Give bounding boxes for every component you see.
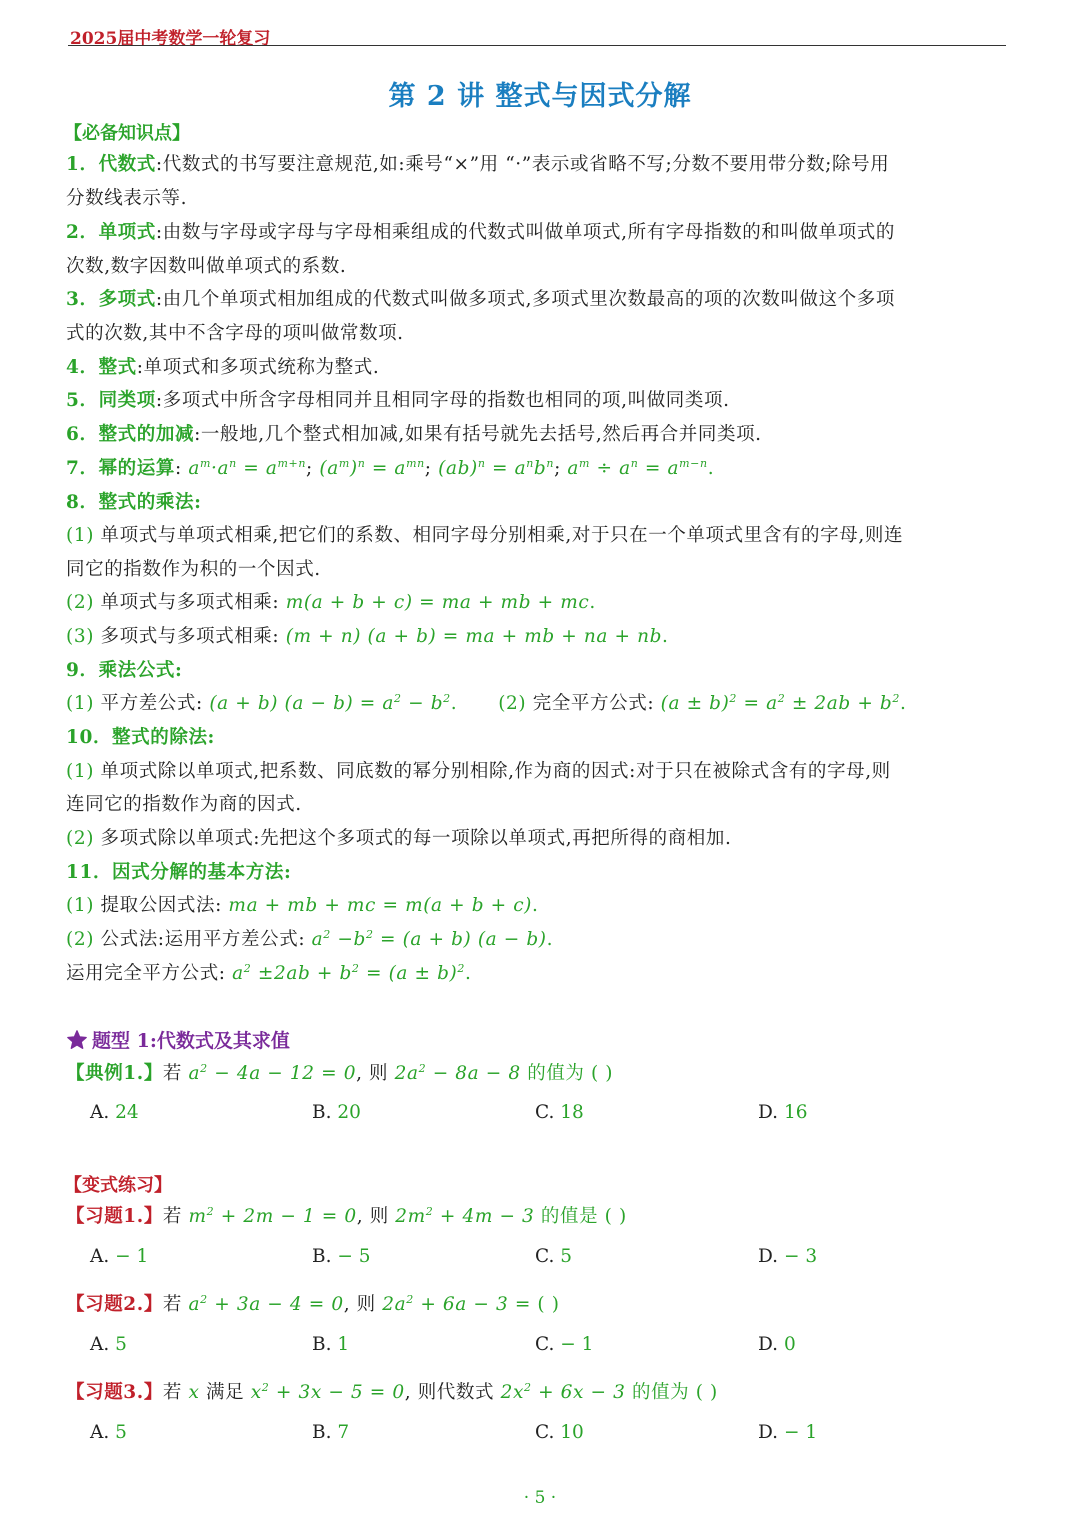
expression: $2x^2 + 6x - 3$	[500, 1381, 626, 1403]
example-option-b[interactable]: B. 20	[312, 1102, 361, 1123]
knowledge-item-1-cont: 分数线表示等.	[66, 188, 188, 209]
item-term: 整式	[98, 357, 137, 378]
problem-2-option-c[interactable]: C. − 1	[535, 1334, 594, 1355]
knowledge-item-9	[66, 658, 1016, 684]
power-rule-product-power: $(ab)^n = a^nb^n$	[438, 457, 555, 479]
item-number: 9．	[66, 660, 99, 681]
problem-1-option-d[interactable]: D. − 3	[758, 1246, 818, 1267]
example-option-d[interactable]: D. 16	[758, 1102, 808, 1123]
item-number: 11．	[66, 862, 113, 883]
example-label: 【典例1.】	[66, 1063, 163, 1084]
formula-points: (1) 平方差公式: (a + b) $(a - b) = a^2 - b^2$. (2) 完全平方公式: $(a \pm b)^2 = a^2 \pm 2ab + b^2$.	[66, 692, 907, 714]
practice-problem-3: 【习题3.】若 x 满足 $x^2 + 3x - 5 = 0$, 则代数式 $2x^2 + 6x - 3$ 的值为 ( )	[66, 1381, 718, 1403]
item-number: 1．	[66, 154, 99, 175]
item-number: 2．	[66, 222, 99, 243]
header-rule	[68, 45, 1006, 46]
division-point-1: (1) 单项式除以单项式,把系数、同底数的幂分别相除,作为商的因式:对于只在被除式含有的字母,则	[66, 761, 891, 782]
knowledge-item-5	[66, 388, 1016, 414]
example-option-c[interactable]: C. 18	[535, 1102, 584, 1123]
item-term: 整式的乘法:	[98, 492, 202, 513]
knowledge-item-3	[66, 287, 1016, 313]
power-rule-power: $(a^m)^n = a^{mn}$	[319, 457, 425, 479]
problem-1-option-a[interactable]: A. − 1	[90, 1246, 149, 1267]
division-point-1-cont: 连同它的指数作为商的因式.	[66, 794, 302, 815]
item-number: 8．	[66, 492, 99, 513]
lecture-title: 第 2 讲 整式与因式分解	[388, 81, 692, 112]
item-number: 6．	[66, 424, 99, 445]
problem-3-option-b[interactable]: B. 7	[312, 1422, 350, 1443]
item-text: :一般地,几个整式相加减,如果有括号就先去括号,然后再合并同类项.	[194, 424, 762, 445]
item-term: 因式分解的基本方法:	[112, 862, 292, 883]
item-text: :由数与字母或字母与字母相乘组成的代数式叫做单项式,所有字母指数的和叫做单项式的	[155, 222, 896, 243]
formula: $a^2 -b^2 = (a + b) (a - b)$	[311, 928, 547, 950]
knowledge-item-7: 7．幂的运算: $a^m\cdot a^n = a^{m+n}$; $(a^m)^n = a^{mn}$; $(ab)^n = a^nb^n$; $a^m \div a^n = a^{m-n}$.	[66, 457, 715, 479]
division-point-2: (2) 多项式除以单项式:先把这个多项式的每一项除以单项式,再把所得的商相加.	[66, 828, 732, 849]
factor-point-2: (2) 公式法:运用平方差公式: $a^2 -b^2 = (a + b) (a - b)$.	[66, 928, 554, 950]
mult-point-2: (2) 单项式与多项式相乘: m(a + b + c) = ma + mb + mc.	[66, 592, 596, 613]
item-text: :由几个单项式相加组成的代数式叫做多项式,多项式里次数最高的项的次数叫做这个多项	[155, 289, 896, 310]
problem-3-option-d[interactable]: D. − 1	[758, 1422, 818, 1443]
factor-point-1: (1) 提取公因式法: ma + mb + mc = m(a + b + c).	[66, 895, 539, 916]
power-rule-quotient: $a^m \div a^n = a^{m-n}$	[567, 457, 708, 479]
mult-point-1: (1) 单项式与单项式相乘,把它们的系数、相同字母分别相乘,对于只在一个单项式里含有的字母,则连	[66, 525, 904, 546]
knowledge-item-4	[66, 355, 1016, 381]
problem-2-option-a[interactable]: A. 5	[90, 1334, 127, 1355]
problem-label: 【习题2.】	[66, 1294, 163, 1315]
item-number: 10．	[66, 727, 113, 748]
condition: $a^2 + 3a - 4 = 0$	[188, 1293, 344, 1315]
knowledge-item-10	[66, 725, 1016, 751]
page-number: · 5 ·	[523, 1488, 557, 1508]
knowledge-item-1	[66, 152, 1016, 178]
item-term: 多项式	[98, 289, 156, 310]
knowledge-item-8	[66, 490, 1016, 516]
problem-2-option-d[interactable]: D. 0	[758, 1334, 796, 1355]
expression: $2m^2 + 4m - 3$	[395, 1205, 535, 1227]
practice-problem-2: 【习题2.】若 $a^2 + 3a - 4 = 0$, 则 $2a^2 + 6a - 3$ = ( )	[66, 1293, 560, 1315]
problem-2-option-b[interactable]: B. 1	[312, 1334, 350, 1355]
item-term: 单项式	[98, 222, 156, 243]
item-text: :代数式的书写要注意规范,如:乘号“×”用 “·”表示或省略不写;分数不要用带分数;除号用	[155, 154, 890, 175]
formula: $a^2 \pm 2ab + b^2 = (a \pm b)^2$	[232, 962, 465, 984]
item-term: 同类项	[98, 390, 156, 411]
item-term: 幂的运算	[98, 458, 175, 479]
problem-label: 【习题1.】	[66, 1206, 163, 1227]
item-term: 代数式	[98, 154, 156, 175]
item-number: 5．	[66, 390, 99, 411]
item-term: 乘法公式:	[98, 660, 183, 681]
practice-problem-1: 【习题1.】若 $m^2 + 2m - 1 = 0$, 则 $2m^2 + 4m - 3$ 的值是 ( )	[66, 1205, 627, 1227]
item-term: 整式的除法:	[112, 727, 215, 748]
formula: m(a + b + c) = ma + mb + mc	[285, 592, 590, 613]
problem-1-option-c[interactable]: C. 5	[535, 1246, 573, 1267]
item-number: 3．	[66, 289, 99, 310]
item-text: :单项式和多项式统称为整式.	[136, 357, 380, 378]
mult-point-1-cont: 同它的指数作为积的一个因式.	[66, 559, 321, 580]
running-header: 2025届中考数学一轮复习	[70, 29, 271, 49]
problem-label: 【习题3.】	[66, 1382, 163, 1403]
condition: $a^2 - 4a - 12 = 0$	[188, 1062, 357, 1084]
knowledge-item-6	[66, 422, 1016, 448]
knowledge-item-3-cont: 式的次数,其中不含字母的项叫做常数项.	[66, 323, 404, 344]
knowledge-section-label: 【必备知识点】	[64, 123, 190, 144]
factor-point-3: 运用完全平方公式: $a^2 \pm 2ab + b^2 = (a \pm b)^2$.	[66, 962, 472, 984]
problem-1-option-b[interactable]: B. − 5	[312, 1246, 371, 1267]
power-rule-product: $a^m\cdot a^n = a^{m+n}$	[188, 457, 307, 479]
perfect-square-formula: $(a \pm b)^2 = a^2 \pm 2ab + b^2$	[660, 692, 900, 714]
formula: (m + n) (a + b) = ma + mb + na + nb	[285, 626, 663, 647]
condition: $x^2 + 3x - 5 = 0$	[250, 1381, 405, 1403]
item-text: :多项式中所含字母相同并且相同字母的指数也相同的项,叫做同类项.	[155, 390, 730, 411]
topic-title: 题型 1:代数式及其求值	[92, 1030, 290, 1052]
knowledge-item-2	[66, 220, 1016, 246]
knowledge-item-11	[66, 860, 1016, 886]
formula: ma + mb + mc = m(a + b + c)	[228, 895, 533, 916]
practice-section-label: 【变式练习】	[64, 1175, 172, 1196]
item-term: 整式的加减	[98, 424, 195, 445]
item-number: 7．	[66, 458, 99, 479]
problem-3-option-c[interactable]: C. 10	[535, 1422, 584, 1443]
difference-of-squares-formula: (a + b) $(a - b) = a^2 - b^2$	[209, 692, 451, 714]
example-question: 【典例1.】若 $a^2 - 4a - 12 = 0$, 则 $2a^2 - 8a - 8$ 的值为 ( )	[66, 1062, 614, 1084]
expression: $2a^2 + 6a - 3$ =	[382, 1293, 538, 1315]
problem-3-option-a[interactable]: A. 5	[90, 1422, 127, 1443]
condition: $m^2 + 2m - 1 = 0$	[188, 1205, 357, 1227]
knowledge-item-2-cont: 次数,数字因数叫做单项式的系数.	[66, 256, 347, 277]
mult-point-3: (3) 多项式与多项式相乘: (m + n) (a + b) = ma + mb + na + nb.	[66, 626, 669, 647]
star-icon	[66, 1029, 88, 1051]
example-option-a[interactable]: A. 24	[90, 1102, 139, 1123]
expression: $2a^2 - 8a - 8$	[394, 1062, 521, 1084]
item-number: 4．	[66, 357, 99, 378]
topic-heading	[66, 1026, 290, 1053]
